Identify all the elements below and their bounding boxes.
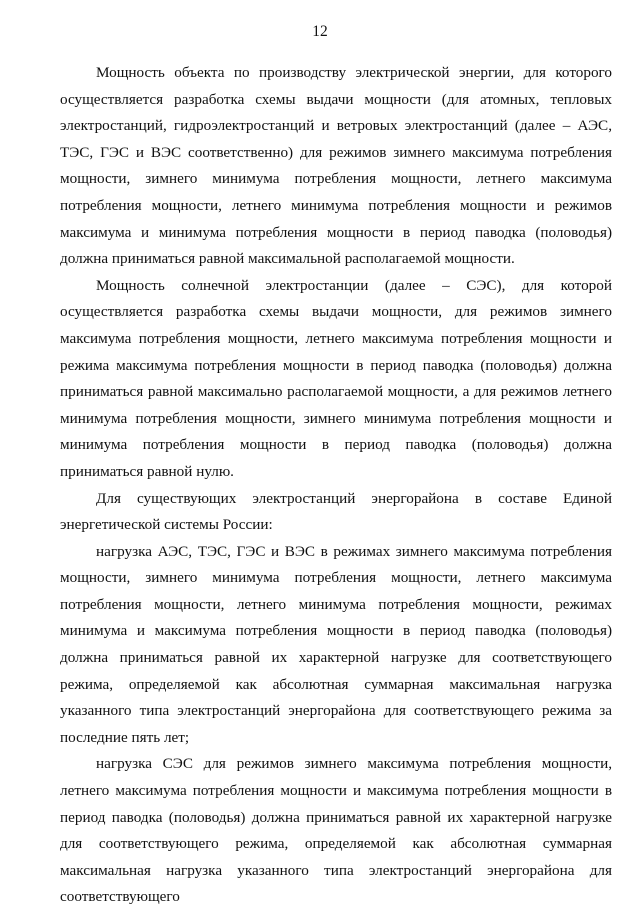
paragraph-load-ses: нагрузка СЭС для режимов зимнего максимума потребления мощности, летнего максимума потребления мощности и максимума потребления мощности в период паводка (половодья) должна приниматься равной их характерной нагрузке для соответствующего режима, определяемой как абсолютная суммарная максимальная нагрузка указанного типа электростанций энергорайона для соответствующего [60, 755, 612, 906]
page-number: 12 [312, 23, 328, 40]
document-body [60, 60, 612, 911]
paragraph-ses-capacity: Мощность солнечной электростанции (далее – СЭС), для которой осуществляется разработка схемы выдачи мощности, для режимов зимнего максимума потребления мощности, летнего максимума потребления мощности и режима максимума потребления мощности в период паводка (половодья) должна приниматься равной максимально располагаемой мощности, а для режимов летнего минимума потребления мощности, зимнего минимума потребления мощности и минимума потребления мощности в период паводка (половодья) должна приниматься равной нулю. [60, 276, 612, 480]
paragraph-aes-tes-ges-ves-capacity: Мощность объекта по производству электрической энергии, для которого осуществляется разработка схемы выдачи мощности (для атомных, тепловых электростанций, гидроэлектростанций и ветровых электростанций (далее – АЭС, ТЭС, ГЭС и ВЭС соответственно) для режимов зимнего максимума потребления мощности, зимнего минимума потребления мощности, летнего максимума потребления мощности, летнего минимума потребления мощности и режимов максимума и минимума потребления мощности в период паводка (половодья) должна приниматься равной максимальной располагаемой мощности. [60, 64, 612, 268]
paragraph-load-aes-tes-ges-ves: нагрузка АЭС, ТЭС, ГЭС и ВЭС в режимах зимнего максимума потребления мощности, зимнего минимума потребления мощности, летнего максимума потребления мощности, летнего минимума потребления мощности, режимах минимума и максимума потребления мощности в период паводка (половодья) должна приниматься равной их характерной нагрузке для соответствующего режима, определяемой как абсолютная суммарная максимальная нагрузка указанного типа электростанций энергорайона для соответствующего режима за последние пять лет; [60, 542, 612, 746]
paragraph-existing-stations-intro: Для существующих электростанций энергорайона в составе Единой энергетической системы России: [60, 489, 612, 534]
